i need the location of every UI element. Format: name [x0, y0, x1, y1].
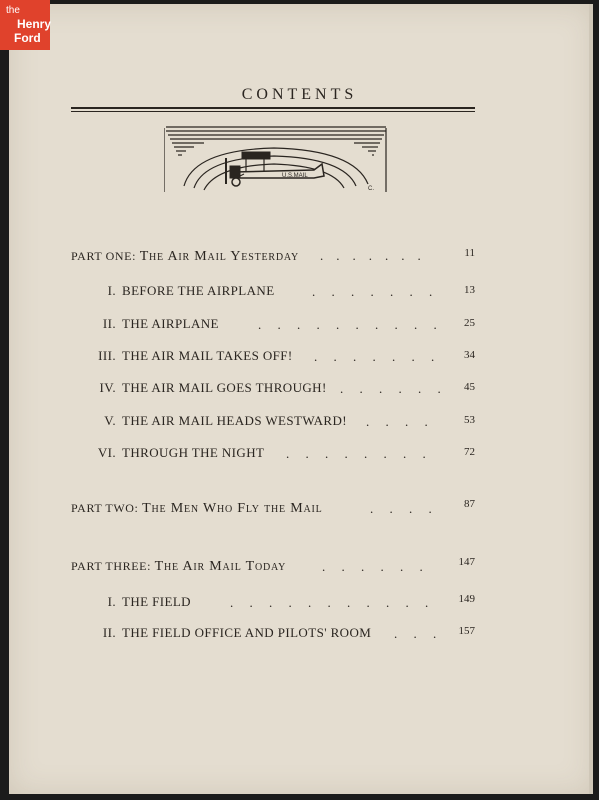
page-number: 34	[464, 349, 475, 361]
page-number: 11	[464, 247, 475, 259]
page-number: 72	[464, 446, 475, 458]
toc-chapter: I. THE FIELD	[107, 594, 191, 609]
page-number: 157	[458, 625, 475, 637]
title-rule-thin	[71, 111, 475, 112]
toc-chapter: II. THE FIELD OFFICE AND PILOTS' ROOM	[102, 625, 372, 640]
toc-part-two: PART TWO: The Men Who Fly the Mail	[71, 501, 323, 516]
toc-chapter: IV. THE AIR MAIL GOES THROUGH!	[99, 380, 327, 395]
leader-dots: . . . . . . . .	[286, 446, 426, 461]
page-edge	[589, 4, 593, 794]
page-number: 53	[464, 414, 475, 426]
henry-ford-logo: the Henry Ford	[0, 0, 50, 50]
leader-dots: . . . . . . . . . . .	[230, 595, 429, 610]
airplane-illustration-icon	[164, 124, 388, 196]
page-number: 147	[458, 556, 475, 568]
leader-dots: . . . . . .	[322, 559, 423, 574]
toc-chapter: VI. THROUGH THE NIGHT	[97, 445, 265, 460]
title-rule-thick	[71, 107, 475, 109]
book-page	[9, 4, 593, 794]
page-number: 13	[464, 284, 475, 296]
toc-chapter: V. THE AIR MAIL HEADS WESTWARD!	[104, 413, 347, 428]
leader-dots: . . . . . . . . . .	[258, 317, 437, 332]
toc-chapter: III. THE AIR MAIL TAKES OFF!	[98, 348, 293, 363]
page-number: 149	[458, 593, 475, 605]
leader-dots: . . . .	[366, 414, 428, 429]
leader-dots: . . . . . . .	[320, 248, 421, 263]
page-number: 87	[464, 498, 475, 510]
svg-text:C.: C.	[368, 186, 374, 192]
svg-text:U.S.MAIL: U.S.MAIL	[282, 173, 308, 179]
leader-dots: . . . .	[370, 501, 432, 516]
page-title: CONTENTS	[241, 86, 358, 103]
leader-dots: . . . . . .	[340, 381, 441, 396]
leader-dots: . . .	[394, 626, 437, 641]
toc-part-three: PART THREE: The Air Mail Today	[71, 559, 287, 574]
toc-chapter: II. THE AIRPLANE	[102, 316, 219, 331]
toc-chapter: I. BEFORE THE AIRPLANE	[107, 283, 275, 298]
page-number: 25	[464, 317, 475, 329]
page-number: 45	[464, 381, 475, 393]
leader-dots: . . . . . . .	[314, 349, 435, 364]
toc-part-one: PART ONE: The Air Mail Yesterday	[71, 249, 300, 264]
leader-dots: . . . . . . .	[312, 284, 433, 299]
